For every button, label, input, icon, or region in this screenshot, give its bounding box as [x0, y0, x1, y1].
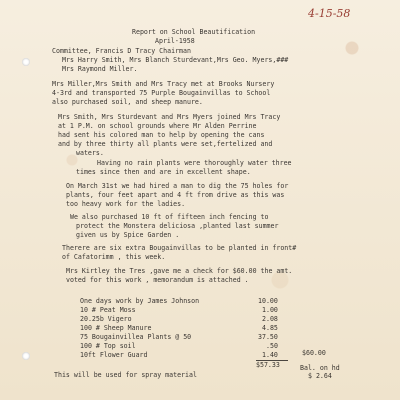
expense-amount: 1.40 — [262, 351, 278, 359]
expense-amount: 1.00 — [262, 306, 278, 314]
expense-item: 10ft Flower Guard — [80, 351, 148, 359]
paragraph-line: On March 31st we had hired a man to dig the 75 holes for — [66, 182, 289, 190]
report-date: April-1958 — [155, 37, 195, 45]
paragraph-line: We also purchased 10 ft of fifteen inch fencing to — [70, 213, 269, 221]
committee-line: Mrs Harry Smith, Mrs Blanch Sturdevant,Mrs Geo. Myers,### — [62, 56, 289, 64]
expense-item: 100 # Top soil — [80, 342, 136, 350]
committee-line: Mrs Raymond Miller. — [62, 65, 138, 73]
expense-amount: 4.85 — [262, 324, 278, 332]
paragraph-line: waters. — [76, 149, 104, 157]
committee-line: Committee, Francis D Tracy Chairman — [52, 47, 191, 55]
total-amount: $57.33 — [256, 361, 280, 369]
paragraph-line: had sent his colored man to help by opening the cans — [58, 131, 265, 139]
balance-label: Bal. on hd — [300, 364, 340, 372]
report-title: Report on School Beautification — [132, 28, 256, 36]
expense-amount: 10.00 — [258, 297, 278, 305]
paragraph-line: of Cafatorimm , this week. — [62, 253, 166, 261]
paragraph-line: Therere are six extra Bougainvillas to be planted in front# — [62, 244, 297, 252]
expense-item: 20.25b Vigero — [80, 315, 132, 323]
punch-hole — [22, 58, 30, 66]
paragraph-line: at 1 P.M. on school grounds where Mr Alden Perrine — [58, 122, 257, 130]
expense-item: 10 # Peat Moss — [80, 306, 136, 314]
expense-amount: .50 — [266, 342, 278, 350]
paragraph-line: too heavy work for the ladies. — [66, 200, 186, 208]
balance-amount: $ 2.64 — [308, 372, 332, 380]
paragraph-line: times since then and are in excellent shape. — [76, 168, 251, 176]
paragraph-line: also purchased soil, and sheep manure. — [52, 98, 203, 106]
expense-item: 75 Bougainvillea Plants @ 50 — [80, 333, 192, 341]
paragraph-line: given us by Spice Garden . — [76, 231, 180, 239]
punch-hole — [22, 352, 30, 360]
paragraph-line: Having no rain plants were thoroughly water three — [97, 159, 292, 167]
paragraph-line: protect the Monstera deliciosa ,planted last summer — [76, 222, 279, 230]
paragraph-line: and by three thirty all plants were set,fertelized and — [58, 140, 273, 148]
expense-item: 100 # Sheep Manure — [80, 324, 152, 332]
expense-item: One days work by James Johnson — [80, 297, 200, 305]
paragraph-line: voted for this work , memorandum is attached . — [66, 276, 249, 284]
paragraph-line: Mrs Miller,Mrs Smith and Mrs Tracy met at Brooks Nursery — [52, 80, 275, 88]
handwritten-date: 4-15-58 — [308, 7, 351, 20]
expense-amount: 2.08 — [262, 315, 278, 323]
paragraph-line: plants, four feet apart and 4 ft from drive as this was — [66, 191, 285, 199]
paragraph-line: Mrs Smith, Mrs Sturdevant and Mrs Myers joined Mrs Tracy — [58, 113, 281, 121]
paragraph-line: Mrs Kirtley the Tres ,gave me a check for $60.00 the amt. — [66, 267, 293, 275]
paragraph-line: 4-3rd and transported 75 Purple Bougainvillas to School — [52, 89, 271, 97]
received-amount: $60.00 — [302, 349, 326, 357]
spray-note: This will be used for spray material — [54, 371, 197, 379]
expense-amount: 37.50 — [258, 333, 278, 341]
